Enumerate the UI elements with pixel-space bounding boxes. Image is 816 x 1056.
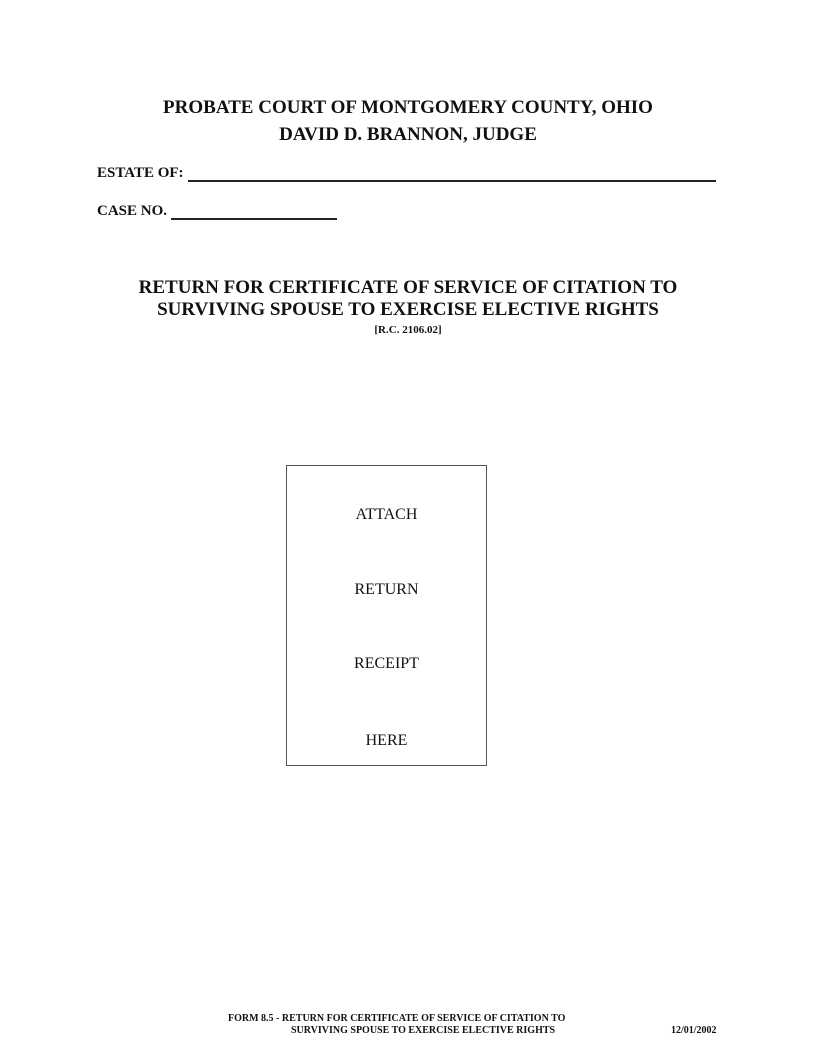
case-number-input-line[interactable]: [171, 202, 337, 220]
attach-word: ATTACH: [355, 506, 418, 523]
receipt-word: RECEIPT: [354, 655, 419, 672]
return-word: RETURN: [354, 581, 419, 598]
form-title-line-2: SURVIVING SPOUSE TO EXERCISE ELECTIVE RIGHTS: [157, 299, 659, 320]
here-word: HERE: [365, 732, 408, 749]
case-number-label: CASE NO.: [97, 203, 168, 219]
judge-name: DAVID D. BRANNON, JUDGE: [279, 124, 537, 145]
case-field-row: [97, 202, 337, 220]
footer-form-line-2: SURVIVING SPOUSE TO EXERCISE ELECTIVE RIGHTS: [291, 1025, 556, 1036]
estate-label: ESTATE OF:: [97, 165, 184, 181]
statute-reference: [R.C. 2106.02]: [374, 324, 442, 336]
attach-receipt-box: [286, 465, 487, 766]
form-title-line-1: RETURN FOR CERTIFICATE OF SERVICE OF CITATION TO: [138, 277, 678, 298]
court-name: PROBATE COURT OF MONTGOMERY COUNTY, OHIO: [163, 97, 653, 118]
footer-date: 12/01/2002: [671, 1025, 717, 1036]
estate-input-line[interactable]: [188, 164, 716, 182]
footer-form-line-1: FORM 8.5 - RETURN FOR CERTIFICATE OF SERVICE OF CITATION TO: [228, 1013, 566, 1024]
estate-field-row: [97, 164, 716, 182]
